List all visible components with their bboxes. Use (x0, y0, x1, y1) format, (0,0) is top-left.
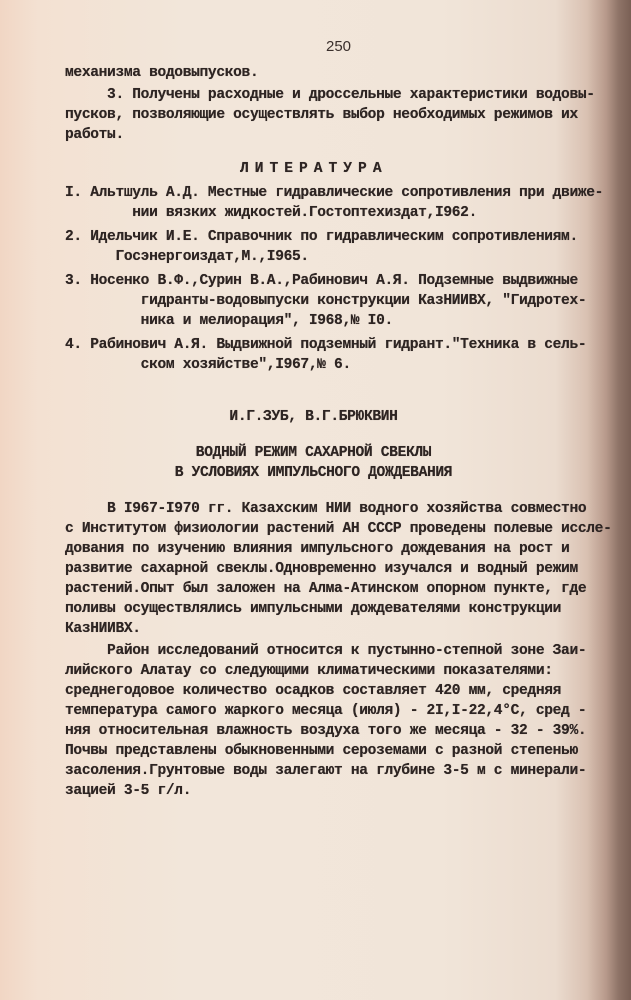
text-line: механизма водовыпусков. (65, 65, 259, 81)
text-line: температура самого жаркого месяца (июля) - 2I,I-22,4°C, сред - (65, 703, 587, 719)
text-line: 4. Рабинович А.Я. Выдвижной подземный гидрант."Техника в сель- (65, 337, 587, 353)
text-line: работы. (65, 127, 124, 143)
text-line: Почвы представлены обыкновенными сероземами с разной степенью (65, 743, 578, 759)
text-line: дования по изучению влияния импульсного дождевания на рост и (65, 541, 570, 557)
text-line: среднегодовое количество осадков составляет 420 мм, средняя (65, 683, 562, 699)
text-line: засоления.Грунтовые воды залегают на глубине 3-5 м с минерали- (65, 763, 587, 779)
text-line: I. Альтшуль А.Д. Местные гидравлические сопротивления при движе- (65, 185, 604, 201)
text-line: зацией 3-5 г/л. (65, 783, 192, 799)
text-line: ника и мелиорация", I968,№ I0. (65, 313, 393, 329)
text-line: ском хозяйстве",I967,№ 6. (65, 357, 351, 373)
text-line: с Институтом физиологии растений АН СССР проведены полевые иссле- (65, 521, 612, 537)
text-line: растений.Опыт был заложен на Алма-Атинском опорном пункте, где (65, 581, 587, 597)
text-line: Район исследований относится к пустынно-степной зоне Заи- (65, 643, 587, 659)
text-line: 3. Получены расходные и дроссельные характеристики водовы- (65, 87, 595, 103)
text-line: В I967-I970 гг. Казахским НИИ водного хозяйства совместно (65, 501, 587, 517)
text-line: 2. Идельчик И.Е. Справочник по гидравлическим сопротивлениям. (65, 229, 578, 245)
page-number: 250 (326, 38, 352, 55)
text-line: нии вязких жидкостей.Гостоптехиздат,I962. (65, 205, 477, 221)
text-line: КазНИИВХ. (65, 621, 141, 637)
text-line: няя относительная влажность воздуха того же месяца - 32 - 39%. (65, 723, 587, 739)
text-line: Госэнергоиздат,М.,I965. (65, 249, 309, 265)
text-line: поливы осуществлялись импульсными дождевателями конструкции (65, 601, 562, 617)
text-line: 3. Носенко В.Ф.,Сурин В.А.,Рабинович А.Я. Подземные выдвижные (65, 273, 578, 289)
text-line: гидранты-водовыпуски конструкции КазНИИВХ, "Гидротех- (65, 293, 587, 309)
text-line: лийского Алатау со следующими климатическими показателями: (65, 663, 553, 679)
article-authors: И.Г.ЗУБ, В.Г.БРЮКВИН (229, 409, 398, 425)
article-title-line: В УСЛОВИЯХ ИМПУЛЬСНОГО ДОЖДЕВАНИЯ (174, 465, 453, 481)
text-line: развитие сахарной свеклы.Одновременно изучался и водный режим (65, 561, 578, 577)
article-title-line: ВОДНЫЙ РЕЖИМ САХАРНОЙ СВЕКЛЫ (195, 445, 432, 461)
references-heading: ЛИТЕРАТУРА (240, 161, 388, 177)
text-line: пусков, позволяющие осуществлять выбор необходимых режимов их (65, 107, 578, 123)
